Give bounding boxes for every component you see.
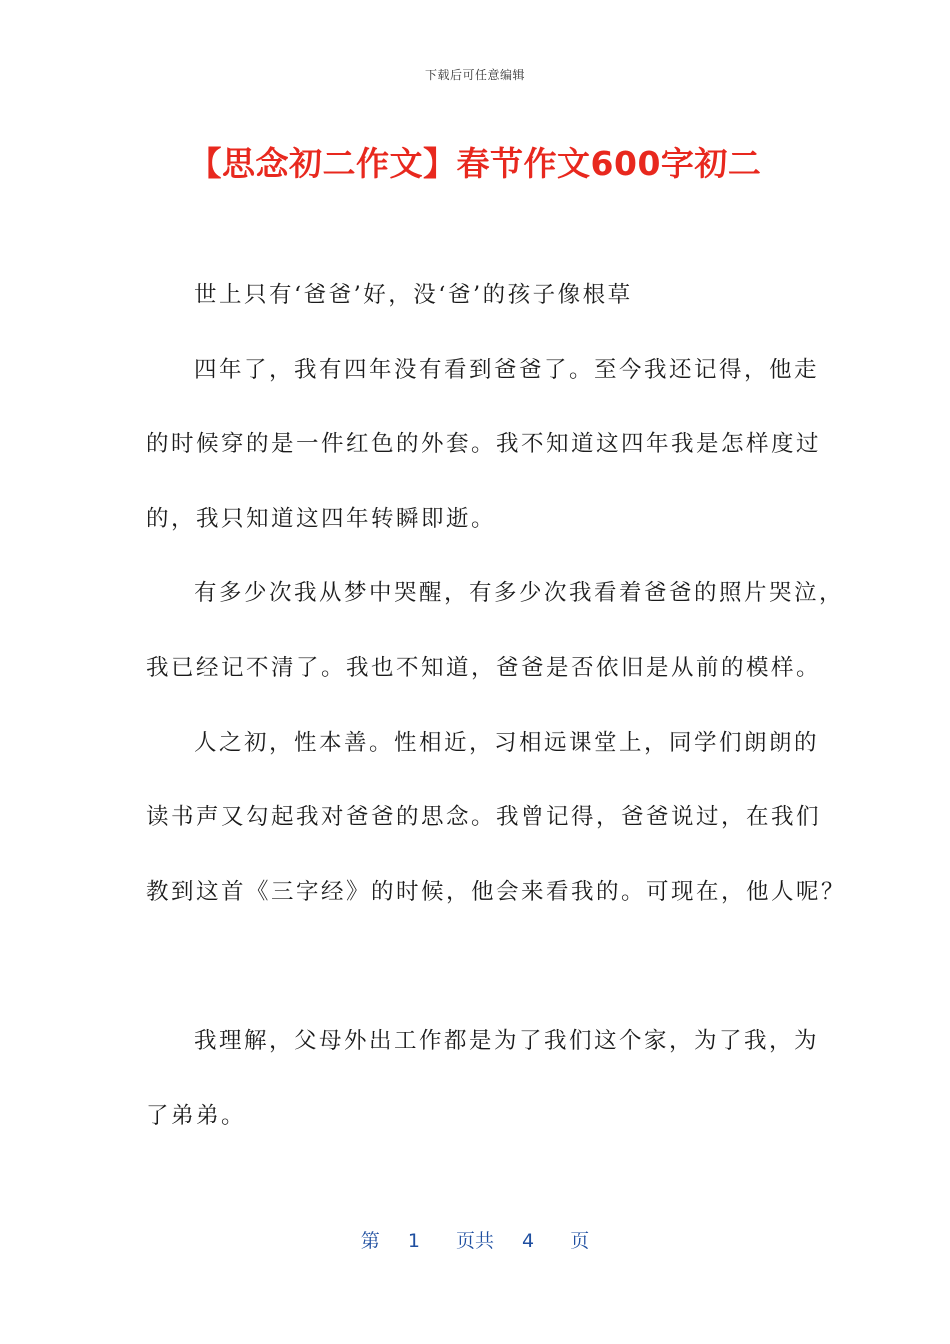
paragraph-1-line-1: 世上只有‘爸爸’好，没‘爸’的孩子像根草 (194, 282, 633, 308)
paragraph-3-line-1: 有多少次我从梦中哭醒，有多少次我看着爸爸的照片哭泣， (194, 580, 845, 606)
page-indicator (0, 1226, 950, 1253)
paragraph-4-line-1: 人之初，性本善。性相近，习相远课堂上，同学们朗朗的 (194, 730, 820, 756)
paragraph-2-line-1: 四年了，我有四年没有看到爸爸了。至今我还记得，他走 (194, 357, 820, 383)
page-label-suffix: 页 (570, 1230, 590, 1252)
total-pages-number: 4 (522, 1230, 535, 1252)
header-note: 下载后可任意编辑 (424, 68, 525, 82)
paragraph-2-line-3: 的，我只知道这四年转瞬即逝。 (146, 506, 497, 532)
paragraph-2-line-2: 的时候穿的是一件红色的外套。我不知道这四年我是怎样度过 (146, 431, 822, 457)
paragraph-4-line-3: 教到这首《三字经》的时候，他会来看我的。可现在，他人呢？ (146, 879, 847, 905)
page-label-mid: 页共 (455, 1230, 494, 1252)
paragraph-5-line-2: 了弟弟。 (146, 1103, 247, 1129)
document-title: 【思念初二作文】春节作文600字初二 (188, 144, 762, 183)
paragraph-3-line-2: 我已经记不清了。我也不知道，爸爸是否依旧是从前的模样。 (146, 655, 822, 681)
current-page-number: 1 (407, 1230, 420, 1252)
page-label-prefix: 第 (360, 1230, 380, 1252)
paragraph-5-line-1: 我理解，父母外出工作都是为了我们这个家，为了我，为 (194, 1028, 820, 1054)
paragraph-4-line-2: 读书声又勾起我对爸爸的思念。我曾记得，爸爸说过，在我们 (146, 804, 822, 830)
